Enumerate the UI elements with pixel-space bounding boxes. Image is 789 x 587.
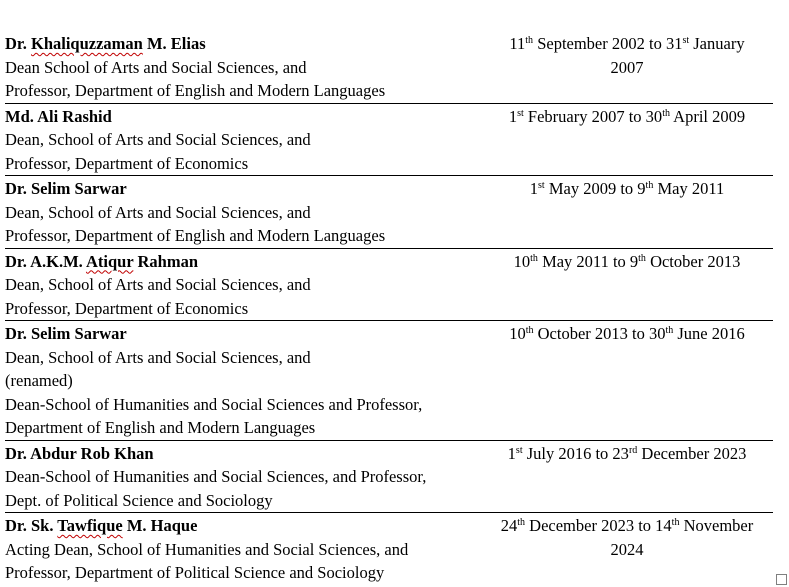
tenure-text: 11 [509, 34, 526, 53]
tenure-line [481, 322, 773, 346]
dean-name [5, 514, 481, 538]
dean-name [5, 105, 481, 129]
name-text: M. Elias [142, 34, 206, 53]
dean-details [5, 513, 481, 585]
position-line: Dean, School of Arts and Social Sciences, and [5, 275, 311, 294]
tenure-text: December 2023 [637, 443, 747, 463]
tenure-text: 1 [507, 443, 516, 463]
tenure-period [481, 249, 773, 321]
dean-name [5, 177, 481, 201]
tenure-line [481, 56, 773, 80]
tenure-text: 2007 [610, 57, 644, 77]
ordinal-suffix: th [530, 252, 538, 264]
dean-details [5, 441, 481, 513]
tenure-period [481, 31, 773, 103]
ordinal-suffix: th [638, 252, 646, 264]
name-text: Dr. Selim Sarwar [5, 179, 127, 198]
ordinal-suffix: th [525, 325, 534, 336]
name-text: Md. Ali Rashid [5, 106, 112, 126]
resize-handle[interactable] [776, 574, 787, 585]
tenure-period [481, 441, 773, 513]
dean-row [5, 176, 773, 249]
ordinal-suffix: rd [628, 444, 638, 456]
tenure-period [481, 321, 773, 440]
ordinal-suffix: th [665, 325, 674, 336]
tenure-text: May 2009 to 9 [544, 179, 646, 198]
tenure-text: 1 [508, 106, 518, 126]
spellcheck-word: Atiqur [85, 251, 134, 271]
dean-details [5, 31, 481, 103]
tenure-line [481, 538, 773, 562]
tenure-text: 10 [509, 324, 526, 343]
tenure-line [481, 32, 773, 56]
tenure-text: 2024 [610, 539, 644, 559]
tenure-text: December 2023 to 14 [525, 516, 672, 535]
tenure-text: May 2011 [653, 179, 725, 198]
ordinal-suffix: st [682, 35, 690, 46]
position-line: (renamed) [5, 371, 73, 390]
tenure-text: February 2007 to 30 [523, 106, 663, 126]
ordinal-suffix: th [645, 180, 654, 191]
name-text: Rahman [133, 251, 198, 271]
dean-details [5, 104, 481, 176]
dean-details [5, 321, 481, 440]
tenure-line [481, 514, 773, 538]
dean-row [5, 321, 773, 441]
tenure-period [481, 176, 773, 248]
spellcheck-word: Tawfique [57, 516, 123, 535]
position-line: Professor, Department of English and Modern Languages [5, 226, 386, 245]
tenure-text: April 2009 [669, 106, 746, 126]
dean-name [5, 442, 481, 466]
position-line: Dean, School of Arts and Social Sciences, and [5, 130, 311, 149]
position-line: Dean, School of Arts and Social Sciences, and [5, 347, 311, 367]
tenure-text: October 2013 [645, 251, 741, 271]
ordinal-suffix: st [538, 180, 545, 191]
dean-row [5, 441, 773, 514]
tenure-text: 1 [529, 179, 539, 198]
dean-row [5, 249, 773, 322]
tenure-text: 24 [500, 516, 518, 535]
tenure-text: 10 [513, 251, 531, 271]
deans-list [5, 31, 773, 585]
dean-row [5, 31, 773, 104]
position-line: Professor, Department of Economics [5, 153, 249, 173]
position-line: Professor, Department of English and Modern Languages [5, 81, 386, 100]
tenure-period [481, 104, 773, 176]
tenure-line [481, 442, 773, 466]
dean-row [5, 104, 773, 177]
name-text: M. Haque [122, 516, 198, 535]
tenure-text: September 2002 to 31 [533, 34, 683, 53]
dean-name [5, 250, 481, 274]
tenure-line [481, 177, 773, 201]
position-line: Department of English and Modern Languages [5, 418, 316, 437]
dean-row [5, 513, 773, 585]
tenure-line [481, 250, 773, 274]
dean-name [5, 32, 481, 56]
position-line: Dean-School of Humanities and Social Sciences, and Professor, [5, 467, 427, 486]
name-text: Dr. Sk. [5, 516, 58, 535]
name-text: Dr. Selim Sarwar [5, 324, 127, 343]
tenure-text: January [689, 34, 745, 53]
ordinal-suffix: st [517, 107, 524, 119]
dean-details [5, 249, 481, 321]
tenure-text: May 2011 to 9 [537, 251, 639, 271]
position-line: Dean, School of Arts and Social Sciences, and [5, 202, 311, 222]
position-line: Dean-School of Humanities and Social Sciences and Professor, [5, 394, 423, 414]
ordinal-suffix: th [671, 517, 680, 528]
position-line: Acting Dean, School of Humanities and Social Sciences, and [5, 539, 409, 559]
position-line: Dean School of Arts and Social Sciences, and [5, 57, 307, 77]
position-line: Professor, Department of Political Science and Sociology [5, 563, 385, 582]
tenure-line [481, 105, 773, 129]
tenure-text: October 2013 to 30 [533, 324, 666, 343]
tenure-period [481, 513, 773, 585]
tenure-text: July 2016 to 23 [522, 443, 629, 463]
position-line: Professor, Department of Economics [5, 298, 249, 318]
name-text: Dr. Abdur Rob Khan [5, 443, 154, 463]
ordinal-suffix: th [525, 35, 534, 46]
tenure-text: June 2016 [673, 324, 745, 343]
name-text: Dr. [5, 34, 31, 53]
ordinal-suffix: st [515, 444, 523, 456]
tenure-text: November [679, 516, 754, 535]
name-text: Dr. A.K.M. [5, 251, 86, 271]
dean-name [5, 322, 481, 346]
position-line: Dept. of Political Science and Sociology [5, 490, 273, 510]
spellcheck-word: Khaliquzzaman [30, 34, 143, 53]
ordinal-suffix: th [662, 107, 670, 119]
dean-details [5, 176, 481, 248]
ordinal-suffix: th [517, 517, 526, 528]
